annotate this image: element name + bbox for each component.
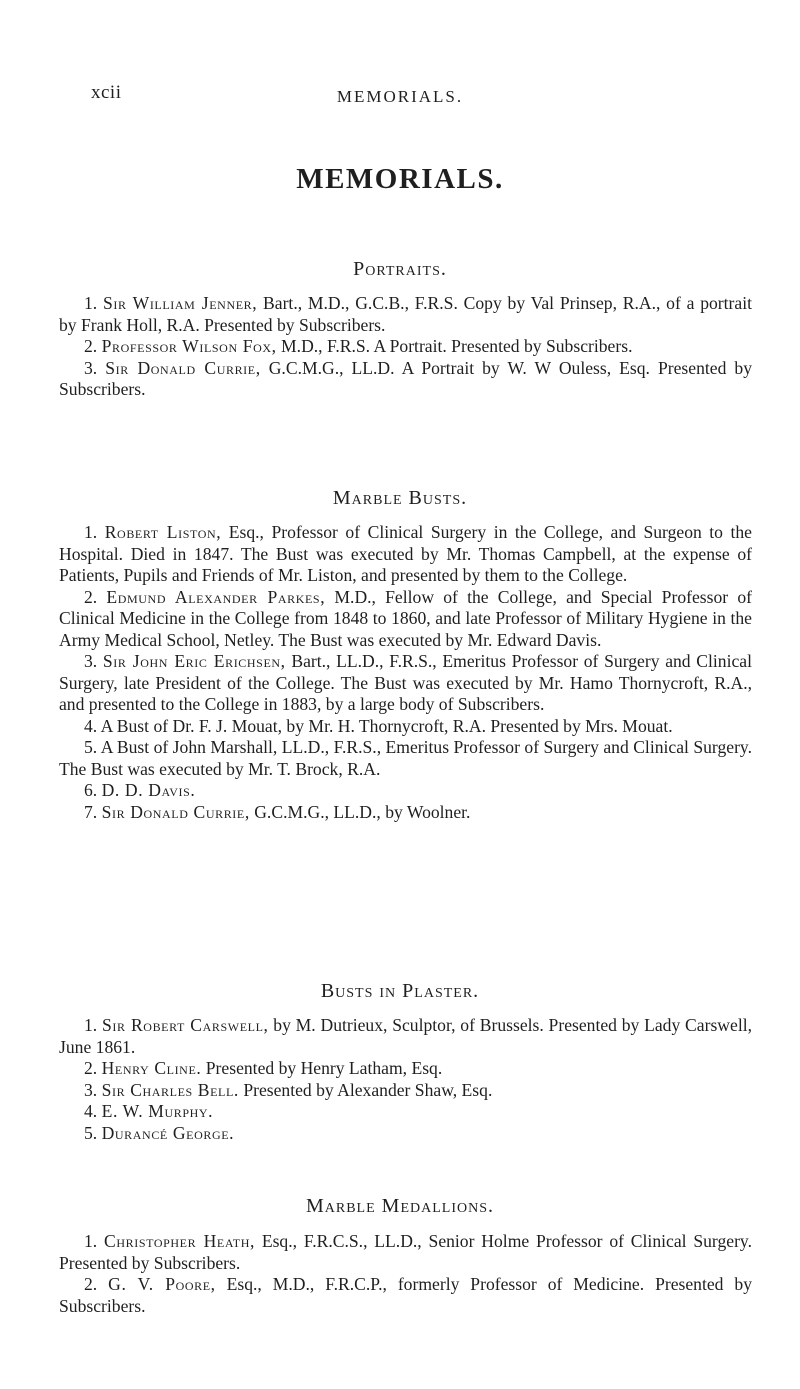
list-item: 3. Sir John Eric Erichsen, Bart., LL.D., F.R.S., Emeritus Professor of Surgery and Clinical Surgery, late President of the College. The Bust was executed by Mr. Hamo Thornycroft, R.A., and presented to the College in 1883, by a large body of Subscribers. xyxy=(59,651,752,714)
section-heading-marble-medallions: Marble Medallions. xyxy=(305,1195,494,1217)
list-item: 1. Sir Robert Carswell, by M. Dutrieux, Sculptor, of Brussels. Presented by Lady Carswell, June 1861. xyxy=(59,1015,752,1057)
page-title: MEMORIALS. xyxy=(296,163,504,195)
section-heading-busts-in-plaster: Busts in Plaster. xyxy=(320,980,480,1002)
list-item: 2. G. V. Poore, Esq., M.D., F.R.C.P., formerly Professor of Medicine. Presented by Subscribers. xyxy=(59,1274,752,1316)
list-item: 3. Sir Donald Currie, G.C.M.G., LL.D. A Portrait by W. W Ouless, Esq. Presented by Subscribers. xyxy=(59,357,752,399)
page-number: xcii xyxy=(91,82,122,103)
list-item: 2. Edmund Alexander Parkes, M.D., Fellow of the College, and Special Professor of Clinical Medicine in the College from 1848 to 1860, and late Professor of Military Hygiene in the Army Medical School, Netley. The Bust was executed by Mr. Edward Davis. xyxy=(59,586,752,650)
list-item: 5. A Bust of John Marshall, LL.D., F.R.S., Emeritus Professor of Surgery and Clinical Surgery. The Bust was executed by Mr. T. Brock, R.A. xyxy=(59,737,752,779)
list-item: 3. Sir Charles Bell. Presented by Alexander Shaw, Esq. xyxy=(84,1079,493,1100)
list-item: 4. E. W. Murphy. xyxy=(84,1101,214,1121)
list-item: 6. D. D. Davis. xyxy=(84,780,196,800)
portraits-list xyxy=(59,293,752,401)
medallions-list xyxy=(59,1231,752,1317)
running-head: MEMORIALS. xyxy=(336,87,464,106)
list-item: 2. Professor Wilson Fox, M.D., F.R.S. A Portrait. Presented by Subscribers. xyxy=(84,336,633,356)
plaster-busts-list xyxy=(59,1015,752,1144)
list-item: 4. A Bust of Dr. F. J. Mouat, by Mr. H. Thornycroft, R.A. Presented by Mrs. Mouat. xyxy=(84,715,673,736)
list-item: 1. Sir William Jenner, Bart., M.D., G.C.B., F.R.S. Copy by Val Prinsep, R.A., of a portrait by Frank Holl, R.A. Presented by Subscribers. xyxy=(59,293,752,335)
list-item: 7. Sir Donald Currie, G.C.M.G., LL.D., by Woolner. xyxy=(84,801,471,822)
list-item: 1. Robert Liston, Esq., Professor of Clinical Surgery in the College, and Surgeon to the Hospital. Died in 1847. The Bust was executed by Mr. Thomas Campbell, at the expense of Patients, Pupils and Friends of Mr. Liston, and presented by them to the College. xyxy=(59,522,752,585)
list-item: 1. Christopher Heath, Esq., F.R.C.S., LL.D., Senior Holme Professor of Clinical Surgery. Presented by Subscribers. xyxy=(59,1231,752,1273)
section-heading-portraits: Portraits. xyxy=(353,258,447,280)
list-item: 2. Henry Cline. Presented by Henry Latham, Esq. xyxy=(84,1058,443,1078)
section-heading-marble-busts: Marble Busts. xyxy=(332,487,468,509)
marble-busts-list xyxy=(59,522,752,823)
list-item: 5. Durancé George. xyxy=(84,1122,235,1143)
